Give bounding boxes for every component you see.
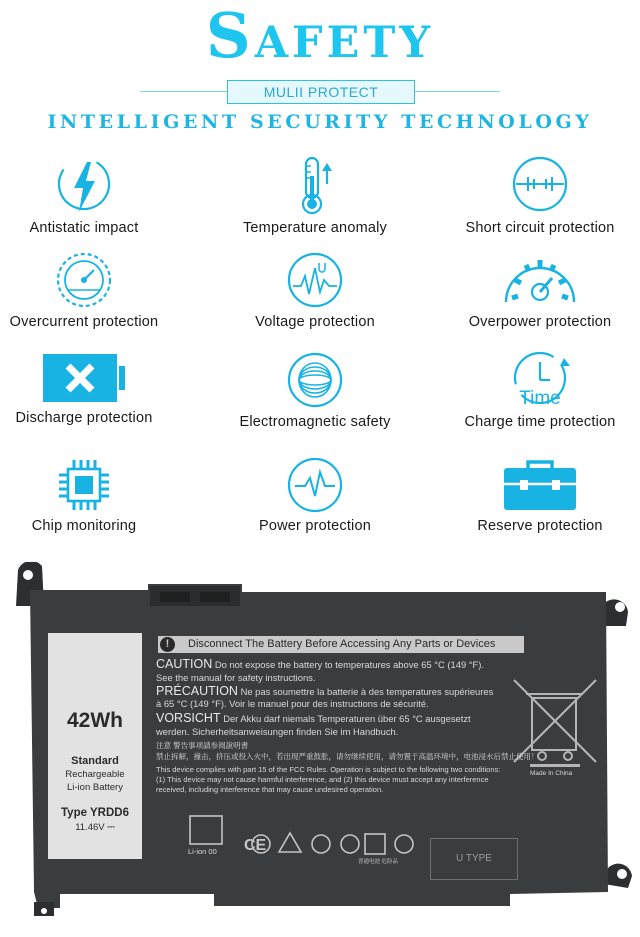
chip-icon bbox=[54, 456, 114, 514]
subtitle-badge: MULII PROTECT bbox=[227, 80, 415, 104]
caution-head: CAUTION bbox=[156, 657, 213, 671]
clock-icon bbox=[500, 350, 580, 410]
feature-overpower bbox=[434, 250, 640, 330]
feature-label: Charge time protection bbox=[464, 414, 616, 430]
type-line1: Standard bbox=[71, 755, 119, 767]
battery-product-image bbox=[10, 562, 636, 922]
divider-left bbox=[140, 91, 227, 92]
precaution-head: PRÉCAUTION bbox=[156, 684, 238, 698]
feature-overcurrent bbox=[0, 250, 190, 330]
cn-head: 注意 警告事项請参阅說明書 bbox=[156, 741, 249, 750]
feature-label: Overcurrent protection bbox=[9, 314, 159, 330]
feature-charge-time bbox=[434, 350, 640, 430]
feature-power bbox=[209, 456, 421, 534]
feature-electromagnetic bbox=[209, 350, 421, 430]
vorsicht-text: Der Akku darf niemals Temperaturen über 65 °C ausgesetzt bbox=[223, 713, 471, 724]
thermometer-icon bbox=[285, 154, 345, 216]
feature-label: Voltage protection bbox=[255, 314, 375, 330]
fcc-line1: This device complies with part 15 of the FCC Rules. Operation is subject to the following two conditions: bbox=[156, 765, 501, 774]
feature-label: Chip monitoring bbox=[31, 518, 137, 534]
clock-time-label: Time bbox=[519, 388, 561, 409]
vorsicht-text2: werden. Sicherheitsanweisungen finden Sie im Handbuch. bbox=[156, 726, 399, 737]
recycle-label: Li-ion 00 bbox=[188, 847, 217, 856]
feature-label: Discharge protection bbox=[15, 410, 153, 426]
type-line2: Rechargeable bbox=[65, 769, 125, 780]
feature-discharge bbox=[0, 350, 190, 426]
caution-text2: See the manual for safety instructions. bbox=[156, 672, 316, 683]
page-title: Safety bbox=[205, 0, 435, 72]
gauge-icon bbox=[54, 250, 114, 310]
toolbox-icon bbox=[500, 456, 580, 514]
battery-x-icon bbox=[39, 350, 129, 406]
u-type-box: U TYPE bbox=[430, 838, 518, 880]
feature-antistatic bbox=[0, 154, 190, 236]
battery-rating-label bbox=[48, 633, 142, 859]
subtitle-bar bbox=[140, 80, 500, 104]
coil-icon bbox=[285, 350, 345, 410]
vorsicht-block bbox=[156, 712, 471, 725]
voltage-text: 11.46V ⎓ bbox=[75, 822, 115, 833]
cert-small-text: 普通电池 危险品 bbox=[358, 859, 399, 865]
precaution-text: Ne pas soumettre la batterie à des temperatures supérieures bbox=[240, 686, 494, 697]
feature-temperature bbox=[209, 154, 421, 236]
speedometer-icon bbox=[500, 250, 580, 310]
warning-icon: ! bbox=[160, 637, 175, 652]
short-circuit-icon bbox=[510, 154, 570, 216]
caution-block bbox=[156, 658, 484, 671]
lightning-icon bbox=[54, 154, 114, 216]
feature-label: Electromagnetic safety bbox=[239, 414, 391, 430]
tagline: INTELLIGENT SECURITY TECHNOLOGY bbox=[47, 111, 593, 133]
divider-right bbox=[415, 91, 500, 92]
pulse-icon bbox=[285, 456, 345, 514]
svg-text:CE: CE bbox=[244, 837, 267, 854]
feature-label: Short circuit protection bbox=[465, 220, 615, 236]
feature-label: Power protection bbox=[258, 518, 371, 534]
type-line3: Li-ion Battery bbox=[67, 782, 123, 793]
warning-bar: Disconnect The Battery Before Accessing Any Parts or Devices bbox=[158, 636, 524, 653]
cn-text: 禁止拆解，撞击，挤压或投入火中，若出现严重鼓胀，请勿继续使用，请勿置于高温环境中，电池浸水后禁止使用！ bbox=[156, 752, 539, 761]
vorsicht-head: VORSICHT bbox=[156, 711, 221, 725]
feature-reserve bbox=[434, 456, 640, 534]
fcc-line2: (1) This device may not cause harmful interference, and (2) this device must accept any interference bbox=[156, 775, 489, 784]
model-text: Type YRDD6 bbox=[61, 807, 129, 819]
capacity-text: 42Wh bbox=[66, 709, 123, 732]
feature-chip bbox=[0, 456, 190, 534]
voltage-icon bbox=[285, 250, 345, 310]
feature-short-circuit bbox=[434, 154, 640, 236]
feature-label: Antistatic impact bbox=[29, 220, 139, 236]
fcc-line3: received, including interference that may cause undesired operation. bbox=[156, 785, 384, 794]
feature-label: Reserve protection bbox=[477, 518, 603, 534]
feature-label: Temperature anomaly bbox=[242, 220, 388, 236]
caution-text: Do not expose the battery to temperatures above 65 °C (149 °F). bbox=[214, 659, 484, 670]
made-in-text: Made In China bbox=[530, 770, 573, 777]
precaution-text2: à 65 °C (149 °F). Voir le manuel pour des instructions de sécurité. bbox=[156, 698, 429, 709]
feature-label: Overpower protection bbox=[468, 314, 612, 330]
precaution-block bbox=[156, 685, 493, 698]
feature-voltage bbox=[209, 250, 421, 330]
